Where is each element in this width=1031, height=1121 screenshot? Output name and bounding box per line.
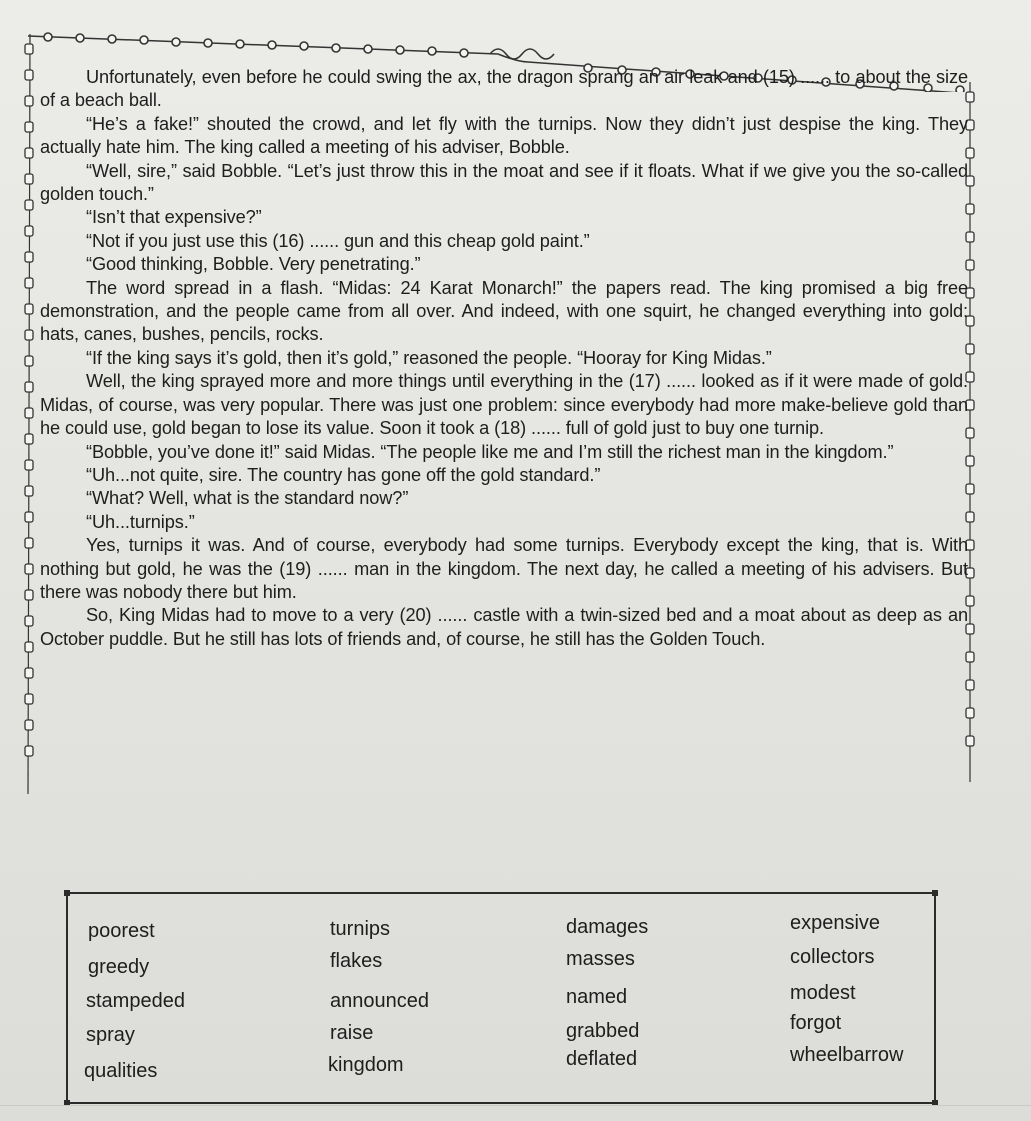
word-bank-option: turnips: [330, 918, 391, 940]
paragraph: Well, the king sprayed more and more things until everything in the (17) ...... looked as if it were made of gold. Midas, of course, was very popular. There was just one problem: since everybody had more make-believe gold than he could use, gold began to lose its value. Soon it took a (18) ...... full of gold just to buy one turnip.: [40, 371, 968, 439]
word-bank-option: masses: [566, 948, 635, 970]
paragraph: “Good thinking, Bobble. Very penetrating.”: [86, 254, 421, 275]
paragraph: The word spread in a flash. “Midas: 24 Karat Monarch!” the papers read. The king promised a big free demonstration, and the people came from all over. And indeed, with one squirt, he changed everything into gold: hats, canes, bushes, pencils, rocks.: [40, 277, 968, 345]
word-bank-option: greedy: [88, 956, 150, 978]
word-bank-option: raise: [330, 1022, 374, 1044]
paragraph: “Isn’t that expensive?”: [86, 207, 262, 228]
word-bank-option: poorest: [88, 920, 155, 942]
word-bank-option: damages: [566, 916, 649, 938]
word-bank-option: flakes: [330, 950, 383, 972]
word-bank-option: forgot: [790, 1012, 842, 1034]
corner-mark: [64, 890, 70, 896]
paragraph: Yes, turnips it was. And of course, everybody had some turnips. Everybody except the king, that is. With nothing but gold, he was the (19) ...... man in the kingdom. The next day, he called a meeting of his advisers. But there was nobody there but him.: [40, 535, 968, 602]
word-bank-option: collectors: [790, 946, 875, 968]
paragraph: “What? Well, what is the standard now?”: [86, 488, 409, 509]
word-bank-option: spray: [86, 1024, 135, 1046]
word-bank-option: grabbed: [566, 1020, 640, 1042]
paragraph: “Not if you just use this (16) ...... gun and this cheap gold paint.”: [86, 230, 590, 251]
corner-mark: [932, 890, 938, 896]
paragraph: “Uh...turnips.”: [86, 511, 195, 532]
word-bank-option: expensive: [790, 912, 881, 934]
word-bank-option: qualities: [84, 1060, 158, 1082]
paragraph: So, King Midas had to move to a very (20) ...... castle with a twin-sized bed and a moat about as deep as an October puddle. But he still has lots of friends and, of course, he still has the Golden Touch.: [40, 605, 968, 649]
word-bank: [66, 892, 936, 1104]
word-bank-option: named: [566, 986, 628, 1008]
page-bottom-edge: [0, 1105, 1031, 1106]
paragraph: “He’s a fake!” shouted the crowd, and let fly with the turnips. Now they didn’t just despise the king. They actually hate him. The king called a meeting of his adviser, Bobble.: [40, 113, 968, 158]
paragraph: “Uh...not quite, sire. The country has gone off the gold standard.”: [86, 464, 601, 485]
decorative-chain-border-left: [20, 34, 40, 794]
paragraph: “Well, sire,” said Bobble. “Let’s just throw this in the moat and see if it floats. What if we give you the so-called golden touch.”: [40, 160, 968, 205]
word-bank-option: deflated: [566, 1048, 638, 1070]
word-bank-option: kingdom: [328, 1054, 404, 1076]
word-bank-option: modest: [790, 982, 856, 1004]
story-text: [40, 66, 968, 651]
paragraph: “Bobble, you’ve done it!” said Midas. “The people like me and I’m still the richest man in the kingdom.”: [86, 441, 894, 462]
paragraph: Unfortunately, even before he could swing the ax, the dragon sprang an air leak and (15) ...... to about the size of a beach ball.: [40, 67, 968, 111]
paragraph: “If the king says it’s gold, then it’s gold,” reasoned the people. “Hooray for King Midas.”: [86, 347, 772, 368]
word-bank-option: stampeded: [86, 990, 185, 1012]
word-bank-option: wheelbarrow: [790, 1044, 904, 1066]
word-bank-option: announced: [330, 990, 429, 1012]
